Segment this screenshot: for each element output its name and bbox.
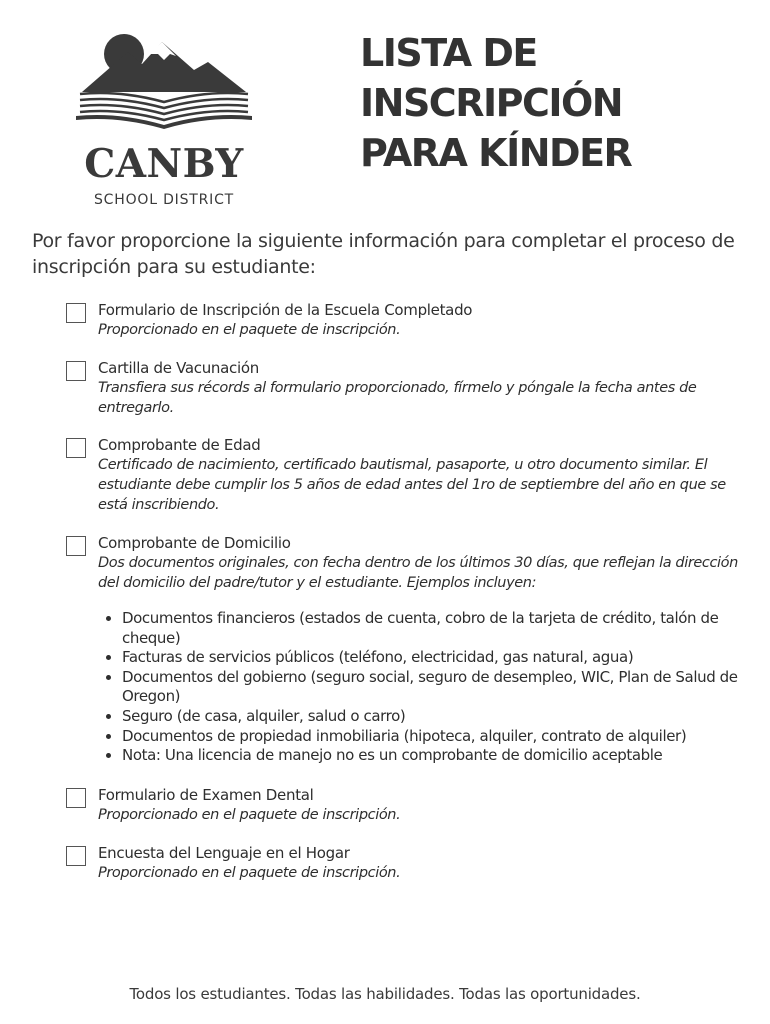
title-line-1: LISTA DE xyxy=(360,31,537,75)
checkbox[interactable] xyxy=(66,536,86,556)
logo-name: CANBY xyxy=(84,141,244,187)
item-title: Encuesta del Lenguaje en el Hogar xyxy=(98,844,350,862)
item-description: Proporcionado en el paquete de inscripción. xyxy=(98,807,401,823)
checklist-item-vaccination-card xyxy=(66,358,746,418)
item-title: Comprobante de Edad xyxy=(98,436,261,454)
item-title: Formulario de Examen Dental xyxy=(98,786,314,804)
logo-subtitle: SCHOOL DISTRICT xyxy=(93,192,234,208)
intro-text: Por favor proporcione la siguiente información para completar el proceso de inscripción para su estudiante: xyxy=(32,230,735,278)
checklist-item-proof-of-residence xyxy=(66,533,746,766)
item-title: Cartilla de Vacunación xyxy=(98,359,259,377)
checkbox[interactable] xyxy=(66,361,86,381)
item-description: Proporcionado en el paquete de inscripción. xyxy=(98,865,401,881)
footer-slogan: Todos los estudiantes. Todas las habilidades. Todas las oportunidades. xyxy=(129,985,641,1003)
list-item: • Seguro (de casa, alquiler, salud o carro) xyxy=(122,707,746,727)
page-title xyxy=(360,28,760,178)
checklist-item-dental-exam xyxy=(66,785,746,825)
list-item: • Documentos del gobierno (seguro social, seguro de desempleo, WIC, Plan de Salud de Oregon) xyxy=(122,668,746,707)
checklist-item-registration-form xyxy=(66,300,746,340)
item-description: Transfiera sus récords al formulario proporcionado, fírmelo y póngale la fecha antes de entregarlo. xyxy=(98,380,697,416)
item-description: Certificado de nacimiento, certificado bautismal, pasaporte, u otro documento similar. El estudiante debe cumplir los 5 años de edad antes del 1ro de septiembre del año en que se está inscribiendo. xyxy=(98,457,726,513)
list-item: • Documentos de propiedad inmobiliaria (hipoteca, alquiler, contrato de alquiler) xyxy=(122,727,746,747)
list-item: • Nota: Una licencia de manejo no es un comprobante de domicilio aceptable xyxy=(122,746,746,766)
examples-list xyxy=(98,609,746,766)
title-line-3: PARA KÍNDER xyxy=(360,131,632,175)
checkbox[interactable] xyxy=(66,846,86,866)
checkbox[interactable] xyxy=(66,788,86,808)
item-title: Comprobante de Domicilio xyxy=(98,534,291,552)
list-item: • Facturas de servicios públicos (teléfono, electricidad, gas natural, agua) xyxy=(122,648,746,668)
item-description: Proporcionado en el paquete de inscripción. xyxy=(98,322,401,338)
item-title: Formulario de Inscripción de la Escuela Completado xyxy=(98,301,473,319)
checklist-item-proof-of-age xyxy=(66,435,746,515)
checklist-item-home-language-survey xyxy=(66,843,746,883)
checkbox[interactable] xyxy=(66,438,86,458)
checkbox[interactable] xyxy=(66,303,86,323)
item-description: Dos documentos originales, con fecha dentro de los últimos 30 días, que reflejan la dirección del domicilio del padre/tutor y el estudiante. Ejemplos incluyen: xyxy=(98,555,738,591)
canby-school-district-logo xyxy=(76,30,252,208)
title-line-2: INSCRIPCIÓN xyxy=(360,81,623,125)
mountain-book-icon xyxy=(76,30,252,142)
list-item: • Documentos financieros (estados de cuenta, cobro de la tarjeta de crédito, talón de cheque) xyxy=(122,609,746,648)
